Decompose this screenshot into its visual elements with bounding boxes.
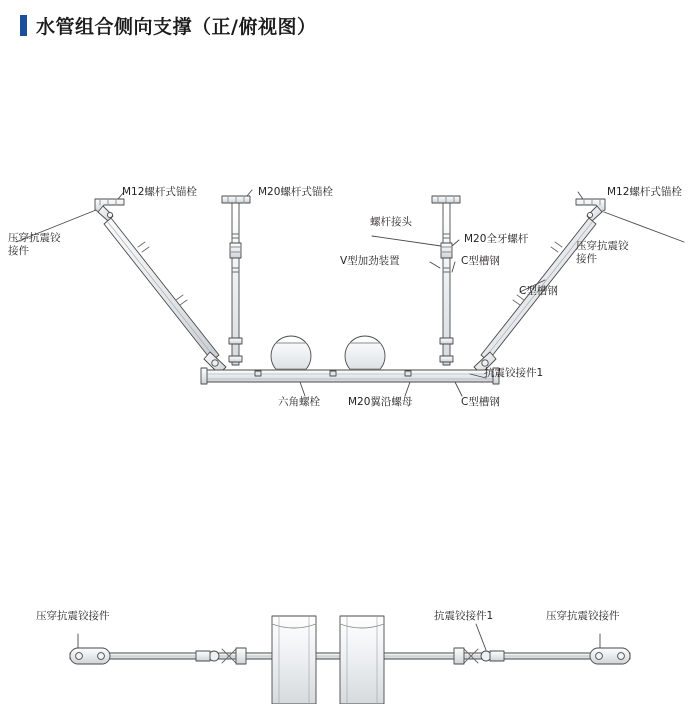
c-channel-beam	[201, 368, 499, 384]
label-m20-full-thread: M20全牙螺杆	[464, 233, 529, 245]
label-press-hinge-right: 压穿抗震铰接件	[576, 240, 629, 265]
label-v-stiffener: V型加劲装置	[340, 255, 400, 267]
anchor-left-outer	[95, 199, 124, 221]
hanger-rod-left	[229, 203, 242, 365]
hanger-rod-right	[440, 203, 453, 365]
label-m20-anchor: M20螺杆式锚栓	[258, 186, 333, 198]
label-top-press-hinge-left: 压穿抗震铰接件	[36, 610, 110, 622]
label-press-hinge-left: 压穿抗震铰接件	[8, 232, 61, 257]
top-pipe-left	[272, 616, 316, 704]
label-hex-bolt: 六角螺栓	[278, 396, 320, 408]
top-press-hinge-left	[70, 648, 110, 664]
label-c-channel-right: C型槽钢	[519, 285, 558, 297]
anchor-right-inner	[432, 196, 460, 203]
top-press-hinge-right	[590, 648, 630, 664]
diagonal-brace-left	[104, 218, 219, 361]
page-title: 水管组合侧向支撑（正/俯视图）	[36, 16, 317, 38]
label-rod-joint: 螺杆接头	[370, 216, 412, 228]
top-view-assembly	[70, 616, 630, 704]
anchor-left-inner	[222, 196, 250, 203]
label-seismic-hinge-1: 抗震铰接件1	[484, 367, 544, 379]
top-pipe-right	[340, 616, 384, 704]
label-top-press-hinge-right: 压穿抗震铰接件	[546, 610, 620, 622]
label-m12-anchor-left: M12螺杆式锚栓	[122, 186, 197, 198]
anchor-right-outer	[576, 199, 605, 221]
label-c-channel-top: C型槽钢	[461, 255, 500, 267]
label-m20-flange-nut: M20翼沿螺母	[348, 396, 413, 408]
label-top-seismic-hinge-1: 抗震铰接件1	[434, 610, 494, 622]
label-c-channel-bottom: C型槽钢	[461, 396, 500, 408]
label-m12-anchor-right: M12螺杆式锚栓	[607, 186, 682, 198]
